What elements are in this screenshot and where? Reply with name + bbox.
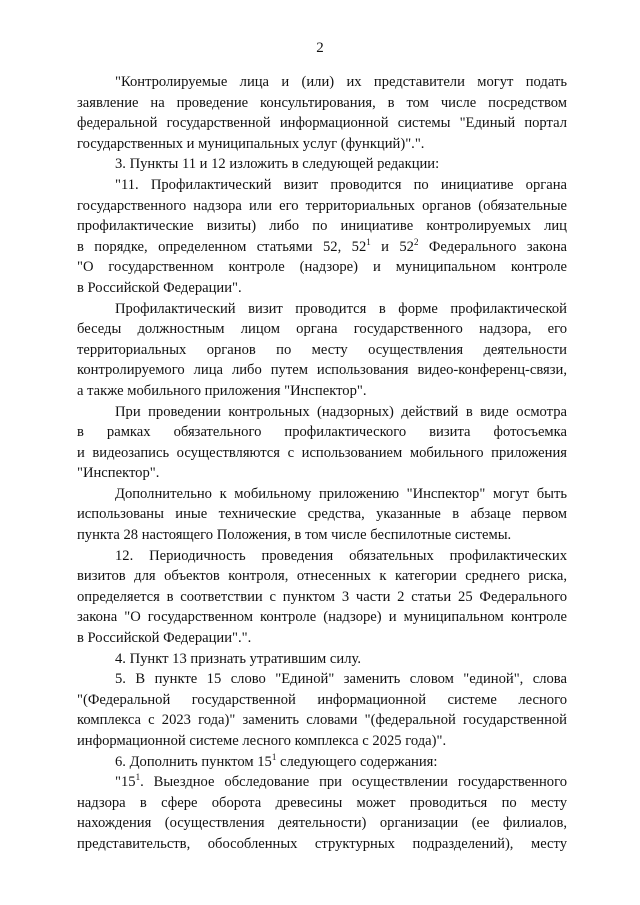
text-line: Дополнительно к мобильному приложению "Инспектор" могут быть: [115, 485, 567, 502]
text-line: а также мобильного приложения "Инспектор".: [77, 382, 367, 399]
text-line: заявление на проведение консультирования, в том числе посредством: [77, 94, 567, 111]
text-line: использованы иные технические средства, указанные в абзаце первом: [77, 506, 567, 523]
text-line: "$15^1$. Выездное обследование при осуществлении государственного: [115, 772, 567, 791]
page-number: 2: [316, 40, 324, 56]
text-line: 3. Пункты 11 и 12 изложить в следующей редакции:: [115, 156, 440, 173]
text-line: определяется в соответствии с пунктом 3 части 2 статьи 25 Федерального: [77, 588, 567, 605]
text-line: 5. В пункте 15 слово "Единой" заменить словом "единой", слова: [115, 671, 567, 688]
text-line: территориальных органов по месту осуществления деятельности: [77, 341, 567, 358]
text-line: 4. Пункт 13 признать утратившим силу.: [115, 650, 361, 667]
text-line: в рамках обязательного профилактического визита фотосъемка: [77, 424, 567, 441]
text-line: Профилактический визит проводится в форме профилактической: [115, 300, 567, 317]
text-line: информационной системе лесного комплекса с 2025 года)".: [77, 733, 447, 749]
text-line: визитов для объектов контроля, отнесенных к категории среднего риска,: [77, 568, 567, 585]
text-line: в Российской Федерации".".: [77, 630, 252, 647]
text-line: надзора в сфере оборота древесины может проводиться по месту: [77, 794, 567, 811]
text-line: государственных и муниципальных услуг (функций)".".: [77, 135, 425, 152]
text-line: федеральной государственной информационной системы "Единый портал: [77, 115, 567, 132]
text-line: 6. Дополнить пунктом $15^1$ следующего содержания:: [115, 751, 438, 770]
text-line: При проведении контрольных (надзорных) действий в виде осмотра: [115, 403, 567, 420]
text-line: профилактические визиты) либо по инициативе контролируемых лиц: [77, 218, 567, 235]
document-body: [77, 72, 567, 855]
text-line: закона "О государственном контроле (надзоре) и муниципальном контроле: [77, 609, 567, 626]
text-line: в Российской Федерации".: [77, 279, 242, 296]
text-line: "О государственном контроле (надзоре) и муниципальном контроле: [77, 259, 567, 276]
text-line: в порядке, определенном статьями 52, $52^1$ и $52^2$ Федерального закона: [77, 236, 568, 255]
text-line: "11. Профилактический визит проводится по инициативе органа: [115, 176, 567, 193]
text-line: государственного надзора или его территориальных органов (обязательные: [77, 197, 567, 214]
text-line: нахождения (осуществления деятельности) организации (ее филиалов,: [77, 815, 567, 832]
text-line: контролируемого лица либо путем использования видео-конференц-связи,: [77, 362, 567, 379]
text-line: комплекса с 2023 года)" заменить словами "(федеральной государственной: [77, 712, 567, 729]
text-line: и видеозапись осуществляются с использованием мобильного приложения: [77, 444, 567, 461]
text-line: беседы должностным лицом органа государственного надзора, его: [77, 321, 567, 338]
text-line: "Контролируемые лица и (или) их представители могут подать: [115, 74, 567, 90]
text-line: представительств, обособленных структурных подразделений), месту: [77, 835, 567, 852]
text-line: "Инспектор".: [77, 465, 160, 482]
text-line: 12. Периодичность проведения обязательных профилактических: [115, 547, 567, 564]
text-line: "(Федеральной государственной информационной системе лесного: [77, 691, 567, 708]
text-line: пункта 28 настоящего Положения, в том числе беспилотные системы.: [77, 527, 512, 544]
